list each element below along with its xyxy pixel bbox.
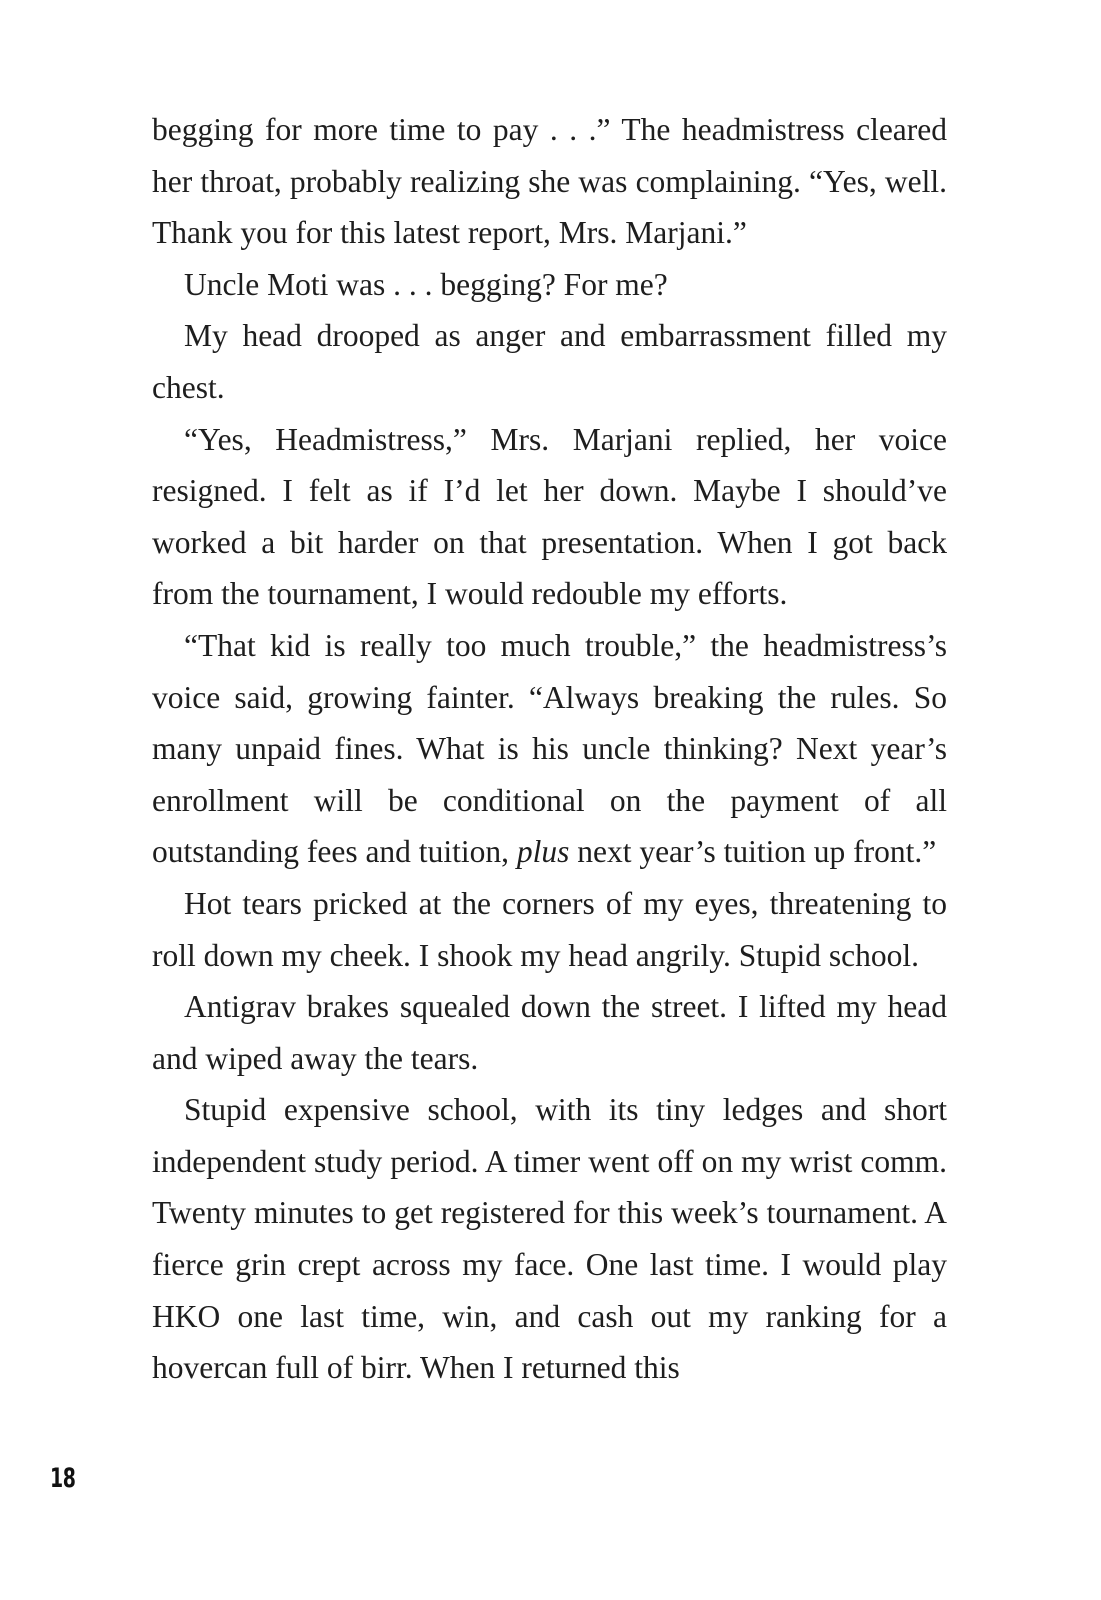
paragraph (152, 310, 947, 413)
text-segment: Hot tears pricked at the corners of my eyes, threatening to roll down my cheek. I shook my head angrily. Stupid school. (152, 885, 947, 973)
paragraph (152, 414, 947, 620)
paragraph (152, 620, 947, 878)
text-segment: My head drooped as anger and embarrassment filled my chest. (152, 318, 947, 405)
paragraph (152, 259, 947, 311)
paragraph (152, 104, 947, 259)
italic-text: plus (516, 834, 570, 870)
body-text (152, 104, 947, 1394)
text-segment: Uncle Moti was . . . begging? For me? (184, 266, 668, 302)
paragraph (152, 981, 947, 1084)
text-segment: “Yes, Headmistress,” Mrs. Marjani replied, her voice resigned. I felt as if I’d let her down. Maybe I should’ve worked a bit harder on that presentation. When I got back from the tournament, I would redouble my efforts. (152, 421, 947, 612)
text-segment: Antigrav brakes squealed down the street. I lifted my head and wiped away the tears. (152, 989, 947, 1076)
paragraph (152, 1084, 947, 1394)
text-segment: Stupid expensive school, with its tiny ledges and short independent study period. A timer went off on my wrist comm. Twenty minutes to get registered for this week’s tournament. A fierce grin crept across my face. One last time. I would play HKO one last time, win, and cash out my ranking for a hovercan full of birr. When I returned this (152, 1092, 947, 1386)
text-segment: “That kid is really too much trouble,” the headmistress’s voice said, growing fainter. “Always breaking the rules. So many unpaid fines. What is his uncle thinking? Next year’s enrollment will be conditional on the payment of all outstanding fees and tuition, (152, 627, 947, 870)
paragraph (152, 878, 947, 981)
page-number: 18 (50, 1463, 76, 1494)
text-segment: begging for more time to pay . . .” The headmistress cleared her throat, probably realizing she was complaining. “Yes, well. Thank you for this latest report, Mrs. Marjani.” (152, 112, 947, 251)
text-segment: next year’s tuition up front.” (569, 834, 937, 870)
